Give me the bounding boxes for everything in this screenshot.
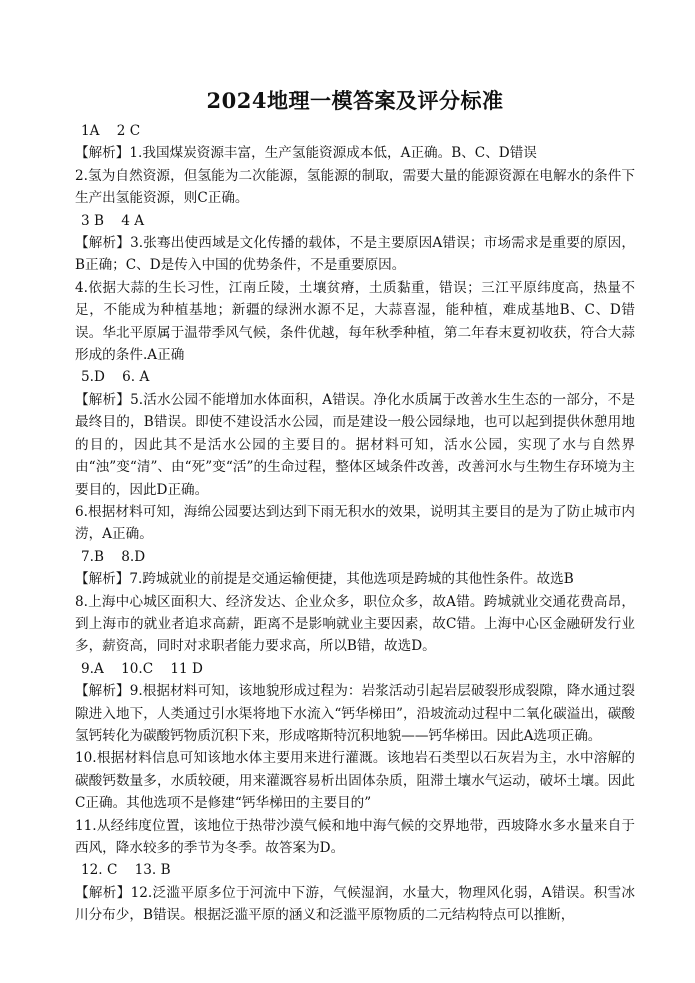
analysis-paragraph: 10.根据材料信息可知该地水体主要用来进行灌溉。该地岩石类型以石灰岩为主，水中溶解的碳酸钙数量多，水质较硬，用来灌溉容易析出固体杂质，阻滞土壤水气运动，破坏土壤。因此C正确。其他选项不是修建“钙华梯田的主要目的” [75, 750, 635, 812]
answer-line: 1A 2 C [81, 123, 141, 139]
analysis-paragraph: 6.根据材料可知，海绵公园要达到达到下雨无积水的效果，说明其主要目的是为了防止城市内涝，A正确。 [75, 503, 635, 543]
answer-line: 9.A 10.C 11 D [81, 660, 203, 677]
analysis-paragraph: 4.依据大蒜的生长习性，江南丘陵，土壤贫瘠，土质黏重，错误；三江平原纬度高，热量不足，不能成为种植基地；新疆的绿洲水源不足，大蒜喜湿，能种植，难成基地B、C、D错误。华北平原属于温带季风气候，条件优越，每年秋季种植，第二年春末夏初收获，符合大蒜形成的条件.A正确 [75, 279, 635, 364]
analysis-paragraph: 【解析】7.跨城就业的前提是交通运输便捷，其他选项是跨城的其他性条件。故选B [75, 571, 574, 588]
analysis-paragraph: 2.氢为自然资源，但氢能为二次能源，氢能源的制取，需要大量的能源资源在电解水的条件下生产出氢能资源，则C正确。 [75, 167, 635, 207]
page-title: 2024地理一模答案及评分标准 [206, 88, 504, 113]
analysis-paragraph: 11.从经纬度位置，该地位于热带沙漠气候和地中海气候的交界地带，西坡降水多水量来自于西风，降水较多的季节为冬季。故答案为D。 [75, 817, 635, 856]
analysis-paragraph: 8.上海中心城区面积大、经济发达、企业众多，职位众多，故A错。跨城就业交通花费高昂，到上海市的就业者追求高薪，距离不是影响就业主要因素，故C错。上海中心区金融研发行业多，薪资高，同时对求职者能力要求高，所以B错，故选D。 [75, 593, 635, 655]
answer-line: 3 B 4 A [81, 212, 145, 229]
analysis-paragraph: 【解析】1.我国煤炭资源丰富，生产氢能资源成本低，A正确。B、C、D错误 [75, 145, 537, 162]
analysis-paragraph: 【解析】12.泛滥平原多位于河流中下游，气候湿润，水量大，物理风化弱，A错误。积雪冰川分布少，B错误。根据泛滥平原的涵义和泛滥平原物质的二元结构特点可以推断， [75, 884, 635, 924]
answer-line: 12. C 13. B [81, 862, 171, 879]
analysis-paragraph: 【解析】3.张骞出使西域是文化传播的载体，不是主要原因A错误；市场需求是重要的原因，B正确；C、D是传入中国的优势条件，不是重要原因。 [75, 235, 635, 274]
answer-line: 5.D 6. A [81, 369, 150, 386]
analysis-paragraph: 【解析】5.活水公园不能增加水体面积，A错误。净化水质属于改善水生生态的一部分，不是最终目的，B错误。即使不建设活水公园，而是建设一般公园绿地，也可以起到提供休憩用地的目的，因此其不是活水公园的主要目的。据材料可知，活水公园，实现了水与自然界由“浊”变“清”、由“死”变“活”的生命过程，整体区域条件改善，改善河水与生物生存环境为主要目的，因此D正确。 [75, 391, 635, 498]
answer-line: 7.B 8.D [81, 548, 146, 565]
analysis-paragraph: 【解析】9.根据材料可知，该地貌形成过程为：岩浆活动引起岩层破裂形成裂隙，降水通过裂隙进入地下，人类通过引水渠将地下水流入“钙华梯田”，沿坡流动过程中二氧化碳溢出，碳酸氢钙转化为碳酸钙物质沉积下来，形成喀斯特沉积地貌——钙华梯田。因此A选项正确。 [75, 683, 635, 744]
